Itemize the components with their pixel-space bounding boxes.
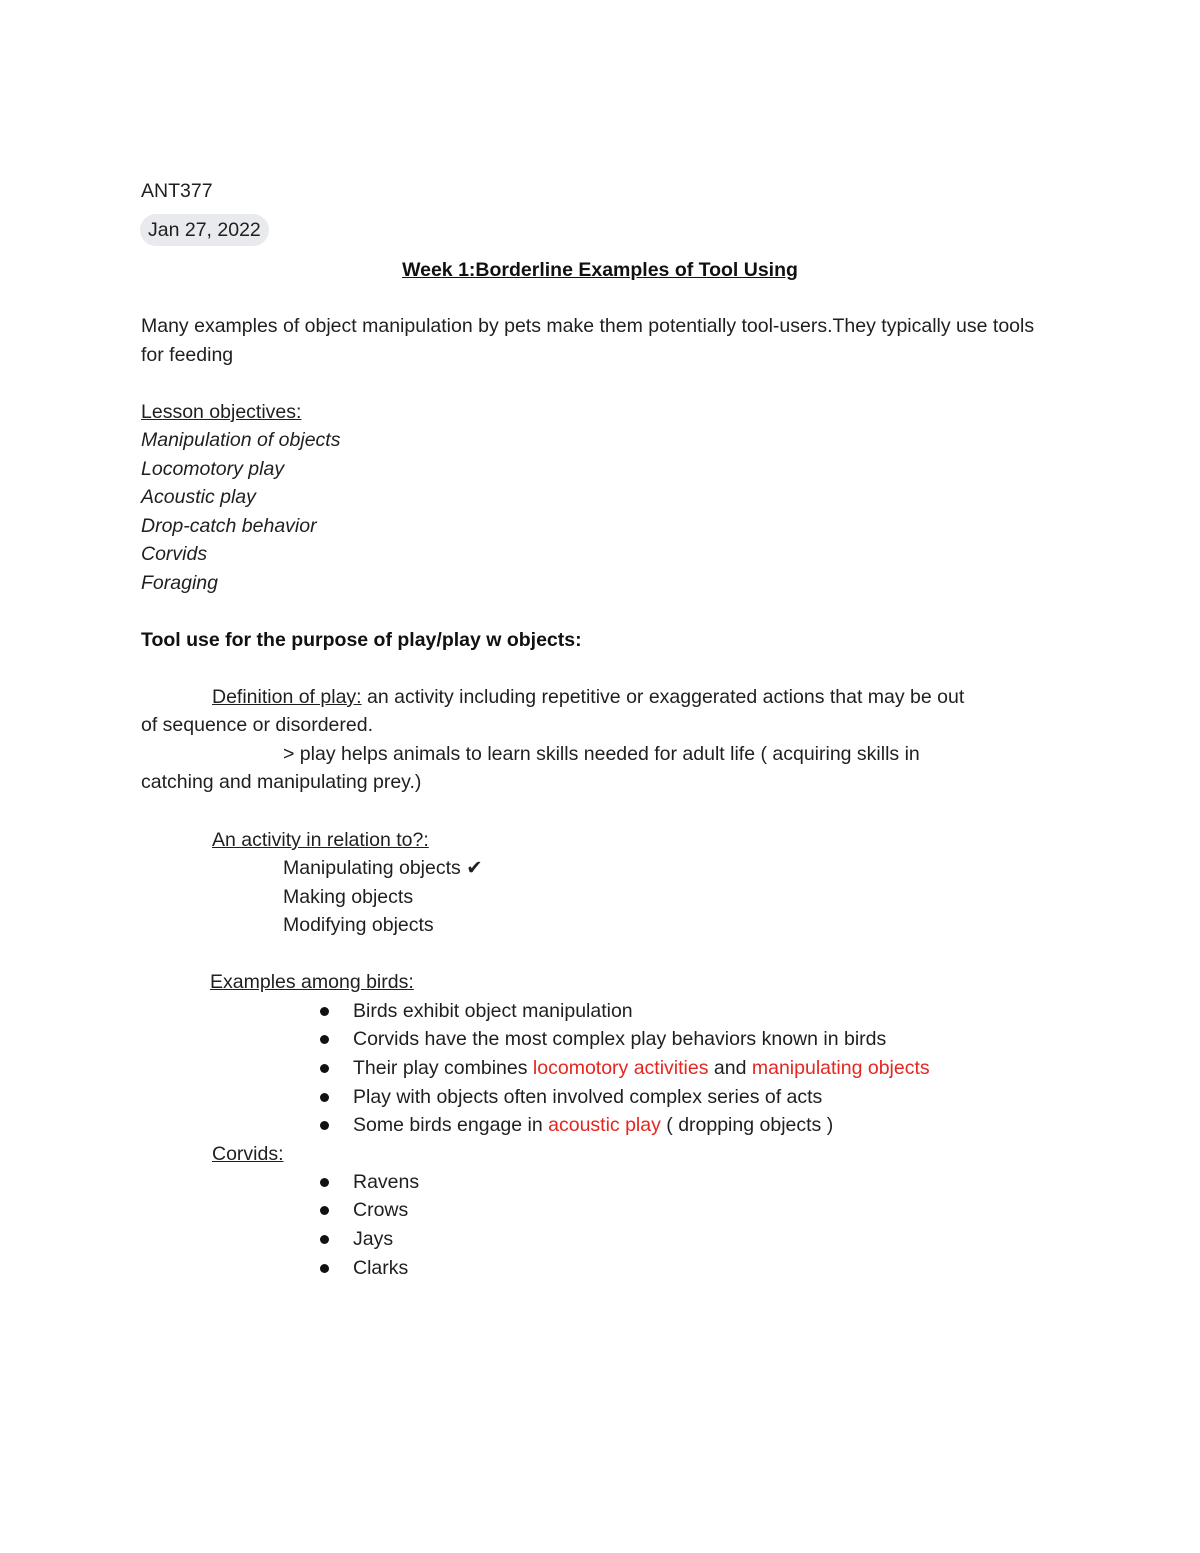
activity-heading: An activity in relation to?: <box>212 829 429 851</box>
bullet-icon <box>320 1121 329 1130</box>
course-code: ANT377 <box>141 180 213 202</box>
highlight-text: manipulating objects <box>751 1057 930 1079</box>
objective-item: Foraging <box>141 572 218 594</box>
intro-paragraph: Many examples of object manipulation by pets make them potentially tool-users.They typically use tools for feeding <box>141 315 1035 366</box>
date-chip[interactable]: Jan 27, 2022 <box>140 214 269 246</box>
activity-item: Modifying objects <box>283 914 434 936</box>
activity-item: Making objects <box>283 886 414 908</box>
bullet-icon <box>320 1178 329 1187</box>
birds-heading: Examples among birds: <box>210 971 414 993</box>
definition-note-continued: catching and manipulating prey.) <box>141 771 422 793</box>
objective-item: Locomotory play <box>141 458 285 480</box>
definition-line <box>212 683 964 712</box>
section-heading-tool-use: Tool use for the purpose of play/play w objects: <box>141 629 582 651</box>
bullet-icon <box>320 1264 329 1273</box>
objective-item: Manipulation of objects <box>141 429 341 451</box>
definition-text: an activity including repetitive or exaggerated actions that may be out <box>361 686 965 708</box>
activity-item: Manipulating objects ✔ <box>283 857 483 879</box>
highlight-text: acoustic play <box>548 1114 661 1136</box>
corvids-heading: Corvids: <box>212 1143 284 1165</box>
bullet-icon <box>320 1206 329 1215</box>
bullet-icon <box>320 1064 329 1073</box>
bullet-icon <box>320 1035 329 1044</box>
page-title: Week 1:Borderline Examples of Tool Using <box>402 259 798 281</box>
bullet-icon <box>320 1235 329 1244</box>
bullet-icon <box>320 1007 329 1016</box>
bullet-icon <box>320 1093 329 1102</box>
definition-text-continued: of sequence or disordered. <box>141 714 373 736</box>
objectives-heading: Lesson objectives: <box>141 401 302 423</box>
objective-item: Drop-catch behavior <box>141 515 317 537</box>
objective-item: Corvids <box>141 543 208 565</box>
highlight-text: locomotory activities <box>532 1057 709 1079</box>
objective-item: Acoustic play <box>141 486 256 508</box>
document-page: ANT377 Jan 27, 2022 Week 1:Borderline Examples of Tool Using Many examples of object manipulation by pets make them potentially tool-users.They typically use tools for feeding Lesson objectives: Manipulation of objects Locomotory play Acoustic play Drop-catch behavior Corvids Foraging Tool use for the purpose of play/play w objects: Definition of play: an activity including repetitive or exaggerated actions that may be out of sequence or disordered. > play helps animals to learn skills needed for adult life ( acquiring skills in catching and manipulating prey.) An activity in relation to?: Manipulating objects ✔ Making objects Modifying objects Examples among birds: Birds exhibit object manipulation Corvids have the most complex play behaviors known in birds Their play combines locomotory activities and manipulating objects Play with objects often involved complex series of acts Some birds engage in acoustic play ( dropping objects ) Corvids: Ravens Crows Jays Clarks <box>0 0 1200 1553</box>
definition-note: > play helps animals to learn skills needed for adult life ( acquiring skills in <box>283 743 920 765</box>
definition-label: Definition of play: <box>212 686 362 708</box>
